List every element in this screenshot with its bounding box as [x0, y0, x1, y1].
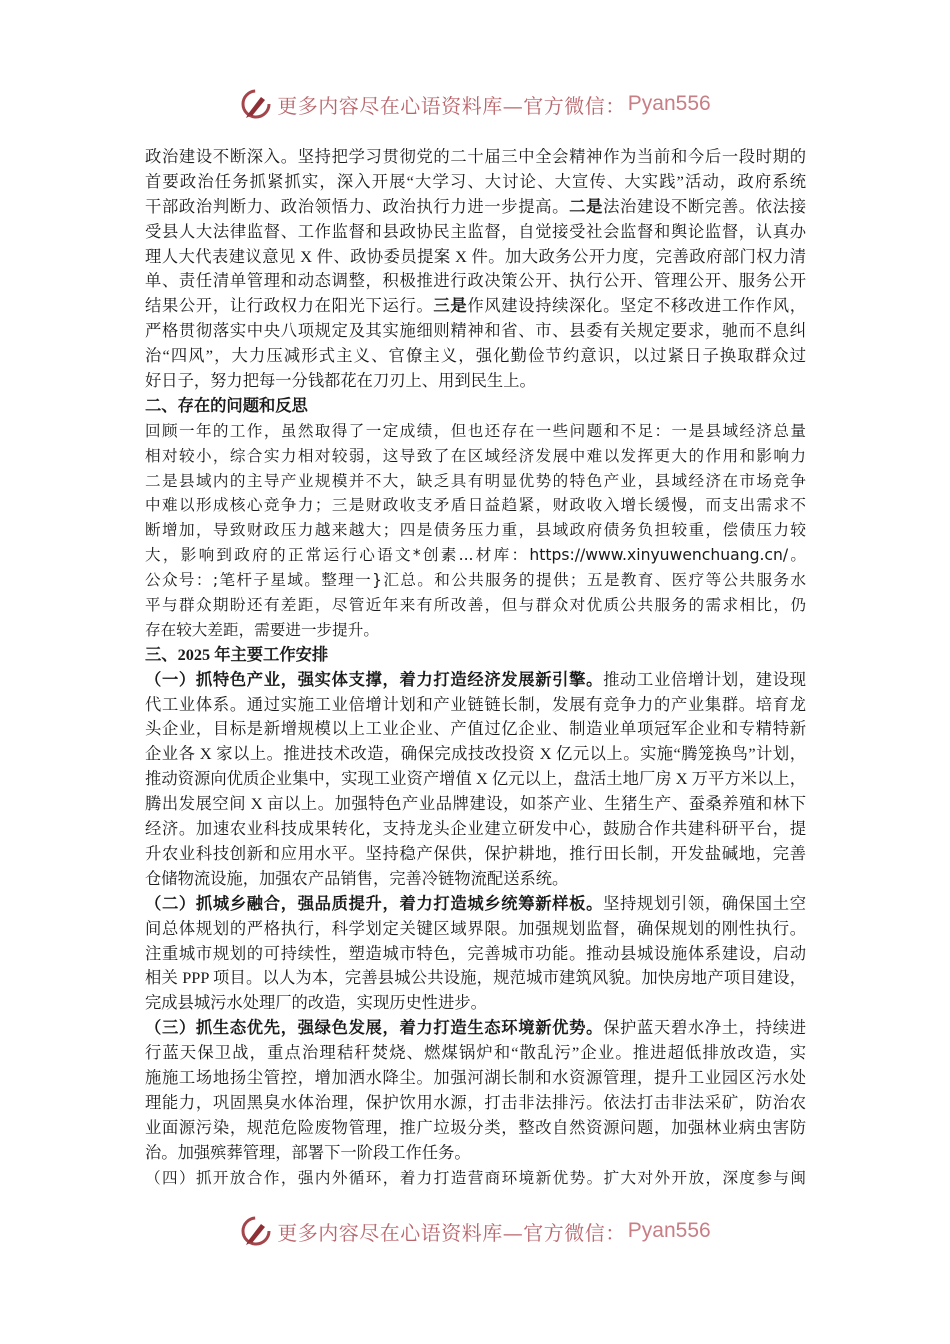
text-line: [145, 942, 806, 967]
text-segment: 干部政治判断力、政治领悟力、政治执行力进一步提高。: [145, 196, 570, 216]
text-line: [145, 693, 806, 718]
text-segment: 业面源污染，规范危险废物管理，推广垃圾分类，整改自然资源问题，加强林业病虫害防: [145, 1117, 806, 1137]
text-line: [145, 792, 806, 817]
text-line: [145, 394, 806, 419]
text-segment: 大，影响到政府的正常运行心语文*创素...材库：https://www.xinyuwenchuang.cn/。: [145, 546, 806, 565]
paragraph: [145, 1016, 806, 1165]
text-line: [145, 1091, 806, 1116]
text-segment: 腾出发展空间 X 亩以上。加强特色产业品牌建设，如茶产业、生猪生产、蚕桑养殖和林下: [145, 794, 806, 814]
text-line: [145, 220, 806, 245]
text-line: [145, 717, 806, 742]
text-line: [145, 1141, 806, 1166]
text-segment: 首要政治任务抓紧抓实，深入开展“大学习、大讨论、大宣传、大实践”活动，政府系统: [145, 171, 806, 191]
text-segment: 相对较小，综合实力相对较弱，这导致了在区域经济发展中难以发挥更大的作用和影响力: [145, 446, 806, 465]
text-line: [145, 618, 806, 643]
text-line: [145, 469, 806, 494]
paragraph: [145, 892, 806, 1016]
paragraph: [145, 1166, 806, 1191]
text-line: [145, 419, 806, 444]
text-segment: 受县人大法律监督、工作监督和县政协民主监督，自觉接受社会监督和舆论监督，认真办: [145, 221, 806, 241]
text-segment: 经济。加速农业科技成果转化，支持龙头企业建立研发中心，鼓励合作共建科研平台，提: [145, 819, 806, 839]
text-line: [145, 568, 806, 593]
text-segment: 施施工场地扬尘管控，增加洒水降尘。加强河湖长制和水资源管理，提升工业园区污水处: [145, 1067, 806, 1087]
text-segment: 理人大代表建议意见 X 件、政协委员提案 X 件。加大政务公开力度，完善政府部门权力清: [145, 246, 806, 266]
text-segment: 理能力，巩固黑臭水体治理，保护饮用水源，打击非法排污。依法打击非法采矿，防治农: [145, 1092, 806, 1112]
text-segment: 仓储物流设施，加强农产品销售，完善冷链物流配送系统。: [145, 868, 569, 888]
text-segment: 三、2025 年主要工作安排: [145, 644, 329, 664]
text-line: [145, 991, 806, 1016]
text-line: [145, 444, 806, 469]
text-segment: 行蓝天保卫战，重点治理秸秆焚烧、燃煤锅炉和“散乱污”企业。推进超低排放改造，实: [145, 1043, 806, 1063]
bold-text: 二是: [569, 196, 604, 216]
paragraph: [145, 419, 806, 643]
text-segment: 二是县域内的主导产业规模并不大，缺乏具有明显优势的特色产业，县域经济在市场竞争: [145, 471, 806, 490]
text-segment: （四）抓开放合作，强内外循环，着力打造营商环境新优势。扩大对外开放，深度参与闽: [145, 1168, 806, 1187]
text-line: [145, 1116, 806, 1141]
footer-watermark: [0, 1211, 950, 1251]
text-line: [145, 294, 806, 319]
text-segment: 相关 PPP 项目。以人为本，完善县城公共设施，规范城市建筑风貌。加快房地产项目建设，: [145, 968, 806, 988]
text-line: [145, 742, 806, 767]
text-line: [145, 1016, 806, 1041]
text-line: [145, 643, 806, 668]
text-segment: 代工业体系。通过实施工业倍增计划和产业链链长制，发展有竞争力的产业集群。培育龙: [145, 694, 806, 714]
section-heading: [145, 643, 806, 668]
text-segment: 存在较大差距，需要进一步提升。: [145, 620, 379, 639]
text-segment: 严格贯彻落实中央八项规定及其实施细则精神和省、市、县委有关规定要求，驰而不息纠: [145, 321, 806, 341]
text-segment: 平与群众期盼还有差距，尽管近年来有所改善，但与群众对优质公共服务的需求相比，仍: [145, 596, 806, 615]
text-line: [145, 493, 806, 518]
text-segment: 头企业，目标是新增规模以上工业企业、产值过亿企业、制造业单项冠军企业和专精特新: [145, 719, 806, 739]
text-line: [145, 966, 806, 991]
paragraph: [145, 145, 806, 394]
text-segment: 治。加强殡葬管理，部署下一阶段工作任务。: [145, 1142, 471, 1162]
text-line: [145, 145, 806, 170]
document-body: [145, 145, 806, 1190]
text-segment: 结果公开，让行政权力在阳光下运行。: [145, 296, 434, 316]
text-segment: 单、责任清单管理和动态调整，积极推进行政决策公开、执行公开、管理公开、服务公开: [145, 271, 806, 291]
text-segment: 坚持规划引领，确保国土空: [603, 893, 806, 913]
text-line: [145, 892, 806, 917]
section-heading: [145, 394, 806, 419]
text-line: [145, 543, 806, 568]
text-segment: 保护蓝天碧水净土，持续进: [603, 1018, 806, 1038]
text-line: [145, 593, 806, 618]
pen-logo-icon: [239, 1214, 273, 1248]
text-line: [145, 917, 806, 942]
text-segment: 二、存在的问题和反思: [145, 395, 308, 415]
text-segment: 推动工业倍增计划，建设现: [603, 669, 806, 689]
text-segment: 企业各 X 家以上。推进技术改造，确保完成技改投资 X 亿元以上。实施“腾笼换鸟”计划，: [145, 744, 806, 764]
paragraph: [145, 668, 806, 892]
header-watermark: [0, 84, 950, 124]
bold-text: （三）抓生态优先，强绿色发展，着力打造生态环境新优势。: [145, 1018, 604, 1038]
watermark-wechat-id: Pyan556: [627, 92, 711, 115]
text-line: [145, 817, 806, 842]
text-line: [145, 668, 806, 693]
text-segment: 治“四风”，大力压减形式主义、官僚主义，强化勤俭节约意识，以过紧日子换取群众过: [145, 346, 806, 366]
text-line: [145, 245, 806, 270]
text-segment: 回顾一年的工作，虽然取得了一定成绩，但也还存在一些问题和不足：一是县域经济总量: [145, 421, 806, 440]
text-line: [145, 518, 806, 543]
bold-text: （一）抓特色产业，强实体支撑，着力打造经济发展新引擎。: [145, 669, 604, 689]
text-line: [145, 1166, 806, 1191]
text-line: [145, 195, 806, 220]
watermark-wechat-id: Pyan556: [627, 1219, 711, 1242]
text-segment: 间总体规划的严格执行，科学划定关键区域界限。加强规划监督，确保规划的刚性执行。: [145, 918, 806, 938]
text-segment: 完成县城污水处理厂的改造，实现历史性进步。: [145, 993, 487, 1013]
text-line: [145, 269, 806, 294]
text-line: [145, 842, 806, 867]
text-line: [145, 1066, 806, 1091]
text-line: [145, 767, 806, 792]
watermark-text: 更多内容尽在心语资料库—官方微信：: [277, 93, 626, 118]
text-segment: 作风建设持续深化。坚定不移改进工作作风，: [467, 296, 806, 316]
text-line: [145, 1041, 806, 1066]
text-segment: 公众号：;笔杆子星域。整理一}汇总。和公共服务的提供；五是教育、医疗等公共服务水: [145, 571, 806, 590]
watermark-text: 更多内容尽在心语资料库—官方微信：: [277, 1220, 626, 1245]
text-line: [145, 344, 806, 369]
text-line: [145, 867, 806, 892]
text-line: [145, 369, 806, 394]
pen-logo-icon: [239, 87, 273, 121]
text-segment: 注重城市规划的可持续性，塑造城市特色，完善城市功能。推动县城设施体系建设，启动: [145, 943, 806, 963]
text-segment: 法治建设不断完善。依法接: [603, 196, 806, 216]
text-segment: 升农业科技创新和应用水平。坚持稳产保供，保护耕地，推行田长制，开发盐碱地，完善: [145, 843, 806, 863]
text-segment: 政治建设不断深入。坚持把学习贯彻党的二十届三中全会精神作为当前和今后一段时期的: [145, 147, 806, 166]
text-line: [145, 319, 806, 344]
text-line: [145, 170, 806, 195]
text-segment: 推动资源向优质企业集中，实现工业资产增值 X 亿元以上，盘活土地厂房 X 万平方米以上，: [145, 769, 806, 789]
text-segment: 好日子，努力把每一分钱都花在刀刃上、用到民生上。: [145, 371, 536, 391]
text-segment: 断增加，导致财政压力越来越大；四是债务压力重，县域政府债务负担较重，偿债压力较: [145, 521, 806, 540]
bold-text: （二）抓城乡融合，强品质提升，着力打造城乡统筹新样板。: [145, 893, 604, 913]
bold-text: 三是: [433, 296, 468, 316]
text-segment: 中难以形成核心竞争力；三是财政收支矛盾日益趋紧，财政收入增长缓慢，而支出需求不: [145, 496, 806, 515]
